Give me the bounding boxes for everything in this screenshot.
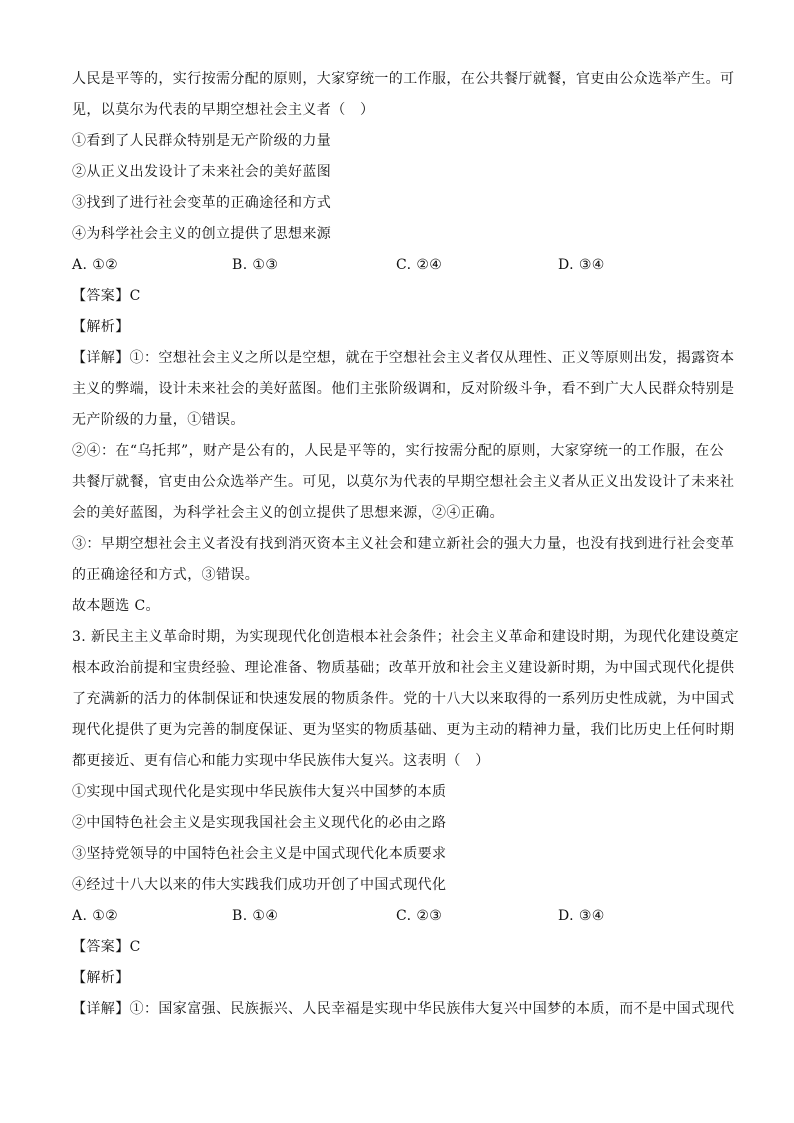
choice-item: ②中国特色社会主义是实现我国社会主义现代化的必由之路 (72, 815, 447, 831)
analysis-label: 【解析】 (72, 319, 130, 335)
option-a: A. ①② (72, 257, 119, 273)
choice-item: ③坚持党领导的中国特色社会主义是中国式现代化本质要求 (72, 846, 447, 862)
explanation-line: 的正确途径和方式，③错误。 (72, 567, 260, 583)
explanation-line: 【详解】①：国家富强、民族振兴、人民幸福是实现中华民族伟大复兴中国梦的本质，而不是中国式现代 (72, 1001, 735, 1017)
option-d: D. ③④ (558, 257, 605, 273)
question-stem-line: 现代化提供了更为完善的制度保证、更为坚实的物质基础、更为主动的精神力量，我们比历史上任何时期 (72, 722, 735, 738)
option-a: A. ①② (72, 908, 119, 924)
explanation-line: 会的美好蓝图，为科学社会主义的创立提供了思想来源，②④正确。 (72, 505, 504, 521)
choice-item: ①看到了人民群众特别是无产阶级的力量 (72, 133, 332, 149)
answer-options (72, 250, 724, 281)
answer-options (72, 901, 724, 932)
choice-item: ②从正义出发设计了未来社会的美好蓝图 (72, 164, 332, 180)
choice-item: ④经过十八大以来的伟大实践我们成功开创了中国式现代化 (72, 877, 447, 893)
explanation-line: 共餐厅就餐，官吏由公众选举产生。可见，以莫尔为代表的早期空想社会主义者从正义出发设计了未来社 (72, 474, 735, 490)
explanation-line: 故本题选 C。 (72, 598, 160, 614)
choice-item: ④为科学社会主义的创立提供了思想来源 (72, 226, 332, 242)
answer-label: 【答案】C (72, 939, 141, 955)
question-stem-line: 都更接近、更有信心和能力实现中华民族伟大复兴。这表明（ ） (72, 753, 490, 769)
option-b: B. ①④ (232, 908, 279, 924)
option-c: C. ②③ (396, 908, 443, 924)
choice-item: ①实现中国式现代化是实现中华民族伟大复兴中国梦的本质 (72, 784, 447, 800)
option-d: D. ③④ (558, 908, 605, 924)
option-b: B. ①③ (232, 257, 279, 273)
question-3 (72, 622, 740, 1025)
document-page (72, 64, 740, 1025)
explanation-line: 主义的弊端，设计未来社会的美好蓝图。他们主张阶级调和，反对阶级斗争，看不到广大人民群众特别是 (72, 381, 735, 397)
choice-item: ③找到了进行社会变革的正确途径和方式 (72, 195, 332, 211)
explanation-line: 【详解】①：空想社会主义之所以是空想，就在于空想社会主义者仅从理性、正义等原则出发，揭露资本 (72, 350, 735, 366)
question-stem-line: 人民是平等的，实行按需分配的原则，大家穿统一的工作服，在公共餐厅就餐，官吏由公众选举产生。可 (72, 71, 735, 87)
question-2 (72, 64, 735, 622)
question-stem-line: 了充满新的活力的体制保证和快速发展的物质条件。党的十八大以来取得的一系列历史性成就，为中国式 (72, 691, 735, 707)
explanation-line: 无产阶级的力量，①错误。 (72, 412, 245, 428)
question-stem-line: 见，以莫尔为代表的早期空想社会主义者（ ） (72, 102, 375, 118)
explanation-line: ③：早期空想社会主义者没有找到消灭资本主义社会和建立新社会的强大力量，也没有找到进行社会变革 (72, 536, 735, 552)
question-stem-line: 3. 新民主主义革命时期，为实现现代化创造根本社会条件；社会主义革命和建设时期，为现代化建设奠定 (72, 629, 740, 645)
question-stem-line: 根本政治前提和宝贵经验、理论准备、物质基础；改革开放和社会主义建设新时期，为中国式现代化提供 (72, 660, 735, 676)
answer-label: 【答案】C (72, 288, 141, 304)
analysis-label: 【解析】 (72, 970, 130, 986)
option-c: C. ②④ (396, 257, 443, 273)
explanation-line: ②④：在“乌托邦”，财产是公有的，人民是平等的，实行按需分配的原则，大家穿统一的工作服，在公 (72, 443, 724, 459)
